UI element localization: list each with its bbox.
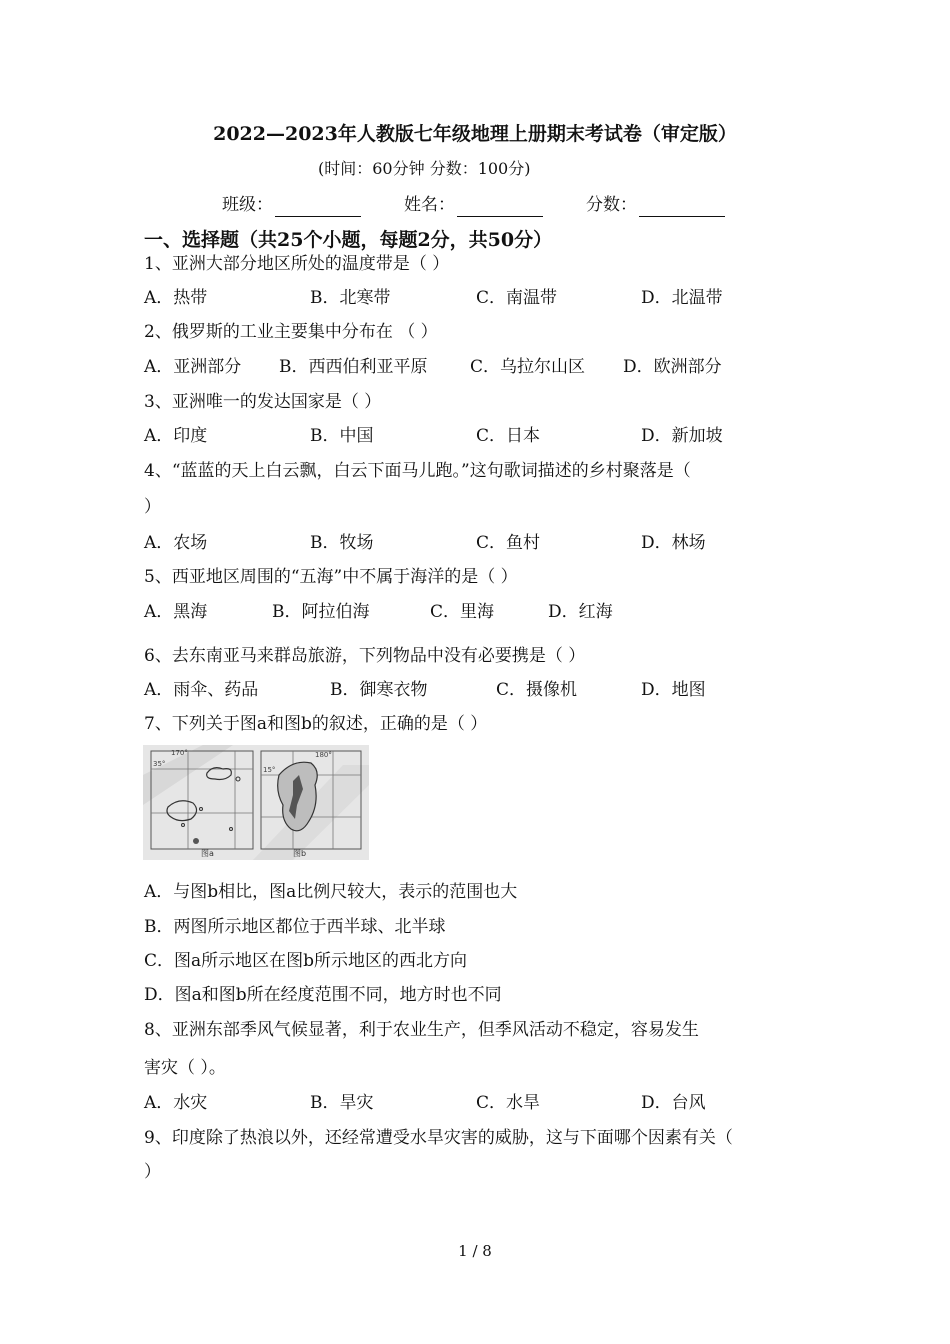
- q4-option-a[interactable]: A．农场: [144, 533, 208, 553]
- q6-option-d[interactable]: D．地图: [641, 680, 706, 700]
- page-number: 1 / 8: [458, 1242, 492, 1260]
- score-field: 分数：: [586, 193, 725, 217]
- name-blank[interactable]: [457, 198, 543, 217]
- map-figure: [143, 745, 369, 860]
- map-a-longitude: 170°: [171, 749, 188, 757]
- q8-option-a[interactable]: A．水灾: [144, 1093, 208, 1113]
- question-8: 8、亚洲东部季风气候显著，利于农业生产，但季风活动不稳定，容易发生: [144, 1020, 699, 1040]
- question-2: 2、俄罗斯的工业主要集中分布在 （ ）: [144, 322, 438, 342]
- section-heading: 一、选择题（共25个小题，每题2分，共50分）: [144, 229, 553, 251]
- map-b-longitude: 180°: [315, 751, 332, 759]
- q8-option-b[interactable]: B．旱灾: [310, 1093, 374, 1113]
- q3-option-d[interactable]: D．新加坡: [641, 426, 723, 446]
- q4-option-c[interactable]: C．鱼村: [476, 533, 541, 553]
- question-5: 5、西亚地区周围的“五海”中不属于海洋的是（ ）: [144, 567, 518, 587]
- q7-option-d[interactable]: D．图a和图b所在经度范围不同，地方时也不同: [144, 985, 502, 1005]
- q4-option-b[interactable]: B．牧场: [310, 533, 374, 553]
- map-a-latitude: 35°: [153, 760, 166, 768]
- q2-option-b[interactable]: B．西西伯利亚平原: [279, 357, 428, 377]
- q6-option-c[interactable]: C．摄像机: [496, 680, 578, 700]
- q5-option-c[interactable]: C．里海: [430, 602, 495, 622]
- q5-option-a[interactable]: A．黑海: [144, 602, 208, 622]
- question-1: 1、亚洲大部分地区所处的温度带是（ ）: [144, 254, 450, 274]
- q8-option-c[interactable]: C．水旱: [476, 1093, 541, 1113]
- q6-option-b[interactable]: B．御寒衣物: [330, 680, 428, 700]
- class-field: 班级：: [222, 193, 361, 217]
- q6-option-a[interactable]: A．雨伞、药品: [144, 680, 259, 700]
- question-4: 4、“蓝蓝的天上白云飘，白云下面马儿跑。”这句歌词描述的乡村聚落是（: [144, 461, 691, 481]
- name-field: 姓名：: [404, 193, 543, 217]
- q1-option-b[interactable]: B．北寒带: [310, 288, 391, 308]
- map-b-latitude: 15°: [263, 766, 276, 774]
- q4-option-d[interactable]: D．林场: [641, 533, 706, 553]
- q3-option-b[interactable]: B．中国: [310, 426, 374, 446]
- score-blank[interactable]: [639, 198, 725, 217]
- map-a-label: 图a: [201, 849, 214, 858]
- q5-option-b[interactable]: B．阿拉伯海: [272, 602, 370, 622]
- q1-option-a[interactable]: A．热带: [144, 288, 208, 308]
- question-6: 6、去东南亚马来群岛旅游，下列物品中没有必要携是（ ）: [144, 646, 586, 666]
- q1-option-d[interactable]: D．北温带: [641, 288, 723, 308]
- q2-option-a[interactable]: A．亚洲部分: [144, 357, 242, 377]
- question-8-cont: 害灾（ ）。: [144, 1058, 226, 1078]
- map-b-label: 图b: [293, 849, 307, 858]
- q5-option-d[interactable]: D．红海: [548, 602, 613, 622]
- q2-option-c[interactable]: C．乌拉尔山区: [470, 357, 586, 377]
- q8-option-d[interactable]: D．台风: [641, 1093, 706, 1113]
- question-3: 3、亚洲唯一的发达国家是（ ）: [144, 392, 382, 412]
- q7-option-c[interactable]: C．图a所示地区在图b所示地区的西北方向: [144, 951, 468, 971]
- exam-info: (时间：60分钟 分数：100分): [318, 159, 531, 178]
- q7-option-a[interactable]: A．与图b相比，图a比例尺较大，表示的范围也大: [144, 882, 518, 902]
- q2-option-d[interactable]: D．欧洲部分: [623, 357, 722, 377]
- question-9-cont: ）: [144, 1162, 161, 1182]
- page-title: 2022—2023年人教版七年级地理上册期末考试卷（审定版）: [213, 123, 737, 145]
- q3-option-a[interactable]: A．印度: [144, 426, 208, 446]
- q1-option-c[interactable]: C．南温带: [476, 288, 558, 308]
- q7-option-b[interactable]: B．两图所示地区都位于西半球、北半球: [144, 917, 446, 937]
- question-7: 7、下列关于图a和图b的叙述，正确的是（ ）: [144, 714, 488, 734]
- class-blank[interactable]: [275, 198, 361, 217]
- question-9: 9、印度除了热浪以外，还经常遭受水旱灾害的威胁，这与下面哪个因素有关（: [144, 1128, 733, 1148]
- q3-option-c[interactable]: C．日本: [476, 426, 541, 446]
- question-4-cont: ）: [144, 497, 161, 517]
